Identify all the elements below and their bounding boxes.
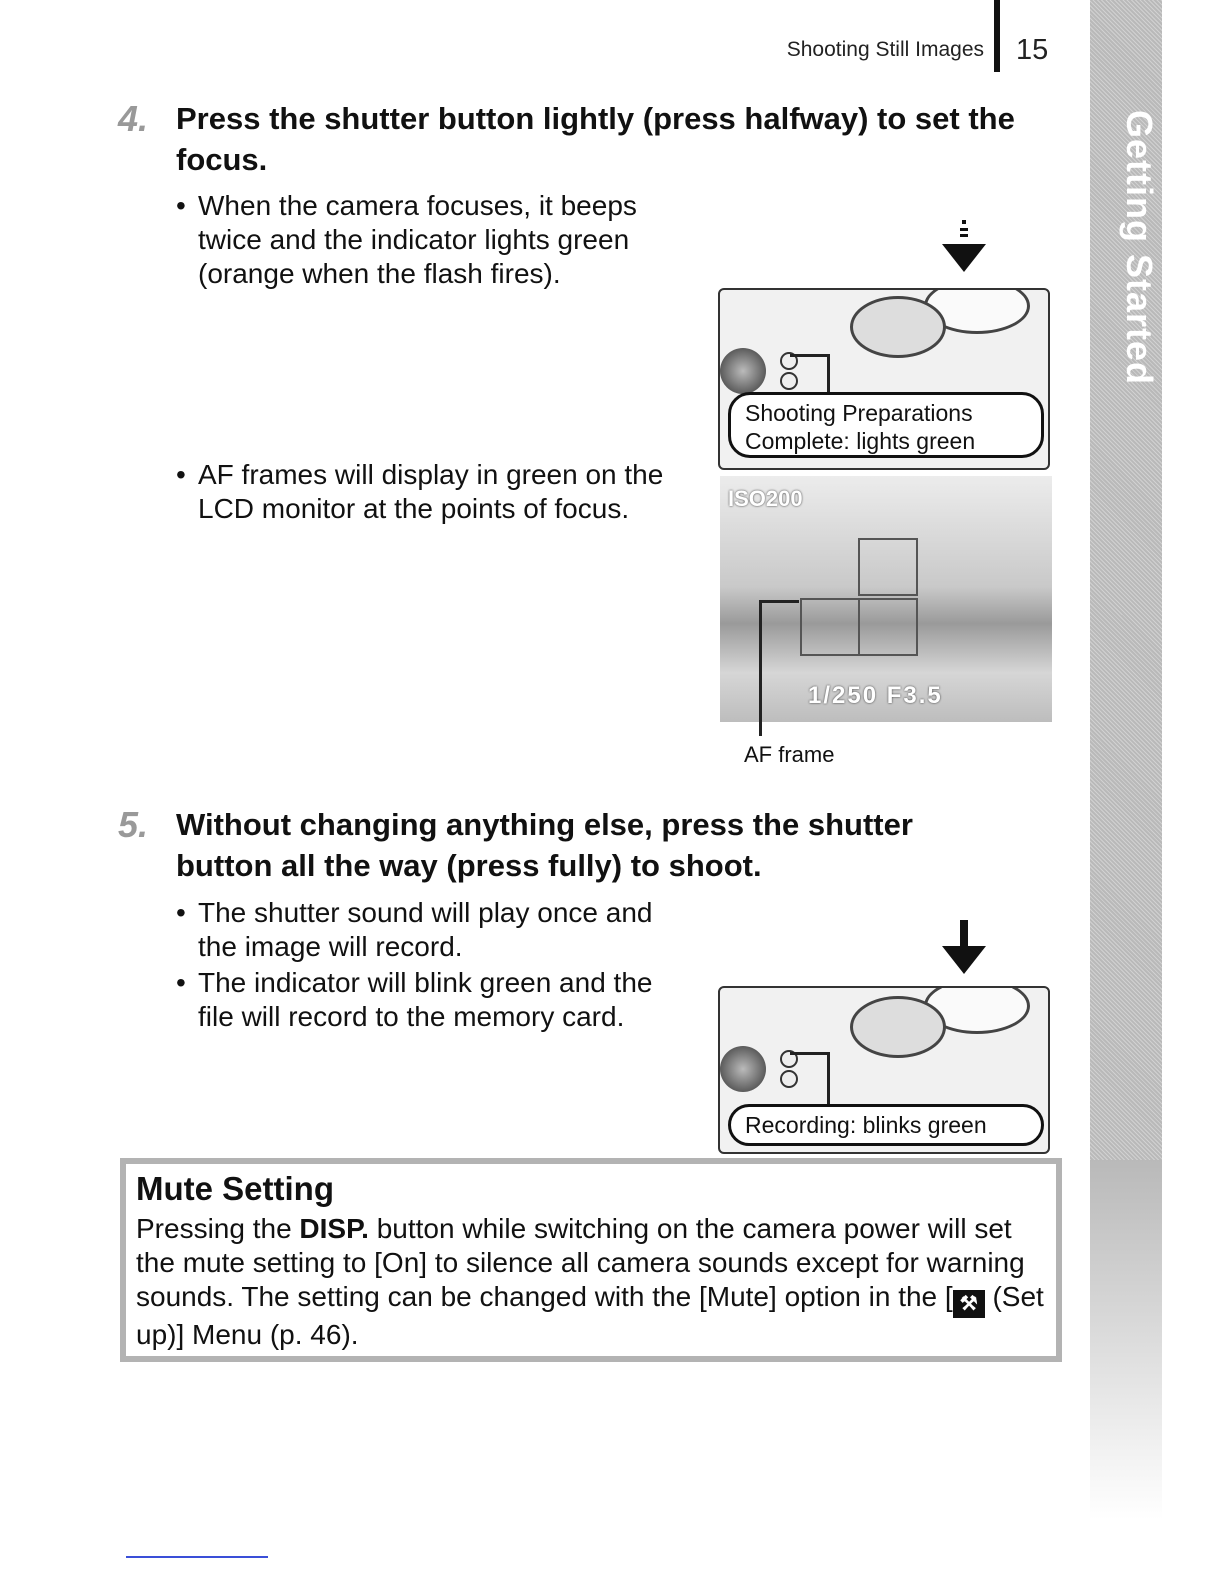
page-number: 15 [1016, 34, 1049, 66]
callout-line-2: Complete: lights green [745, 428, 976, 454]
lcd-iso-readout: ISO200 [728, 486, 803, 511]
bullet-text: The shutter sound will play once and the image will record. [198, 897, 653, 962]
callout-line-1: Shooting Preparations [745, 400, 973, 426]
af-frame-box [858, 598, 918, 656]
callout-leader [790, 1052, 830, 1055]
note-title: Mute Setting [136, 1170, 334, 1207]
setup-menu-icon: ⚒ [953, 1290, 985, 1318]
step-4-bullet-2 [176, 458, 688, 526]
mode-dial-icon [850, 996, 946, 1058]
af-frame-box [800, 598, 860, 656]
mode-dial-icon [850, 296, 946, 358]
af-frame-leader [759, 600, 799, 603]
callout-leader [790, 354, 830, 357]
chapter-tab-label: Getting Started [1119, 110, 1160, 386]
bullet-text: AF frames will display in green on the LCD monitor at the points of focus. [198, 459, 664, 524]
af-frame-label: AF frame [744, 742, 835, 767]
step-4-title: Press the shutter button lightly (press halfway) to set the focus. [176, 101, 1015, 177]
lcd-exposure-readout: 1/250 F3.5 [808, 682, 943, 709]
step-4-bullet-1 [176, 189, 688, 291]
callout-leader [827, 354, 830, 396]
mute-setting-note [120, 1158, 1062, 1362]
focus-lamp-callout [728, 392, 1044, 458]
indicator-lamp-icon [780, 372, 798, 390]
bullet-dot: • [176, 459, 186, 490]
press-fully-arrow-icon [942, 920, 986, 976]
disp-button-label: DISP. [299, 1213, 369, 1244]
step-5-title: Without changing anything else, press the shutter button all the way (press fully) to shoot. [176, 807, 913, 883]
recording-lamp-callout: Recording: blinks green [728, 1104, 1044, 1146]
indicator-lamp-icon [780, 1070, 798, 1088]
bullet-dot: • [176, 967, 186, 998]
note-text: Pressing the [136, 1213, 300, 1244]
note-text: (Set up)] Menu (p. 46). [136, 1281, 1044, 1350]
note-text: button while switching on the camera power will set the mute setting to [On] to silence all camera sounds except for warning sounds. The setting can be changed with the [Mute] option in the [ [136, 1213, 1025, 1312]
callout-leader [827, 1052, 830, 1106]
lens-icon [720, 1046, 766, 1092]
running-header: Shooting Still Images [786, 38, 984, 61]
press-halfway-arrow-icon [942, 220, 986, 280]
bullet-dot: • [176, 897, 186, 928]
bullet-text: When the camera focuses, it beeps twice and the indicator lights green (orange when the flash fires). [198, 190, 637, 289]
chapter-tab-fade [1090, 1160, 1162, 1520]
af-frame-leader [759, 600, 762, 736]
af-frame-box [858, 538, 918, 596]
lens-icon [720, 348, 766, 394]
step-5-number: 5. [118, 804, 149, 845]
header-divider [994, 0, 1000, 72]
step-4-number: 4. [118, 98, 149, 139]
note-body [136, 1212, 1046, 1352]
bullet-dot: • [176, 190, 186, 221]
footer-rule [126, 1556, 268, 1558]
bullet-text: The indicator will blink green and the file will record to the memory card. [198, 967, 653, 1032]
step-5-bullet-1 [176, 896, 688, 964]
lcd-monitor-illustration [720, 476, 1052, 722]
step-5-bullet-2 [176, 966, 688, 1034]
